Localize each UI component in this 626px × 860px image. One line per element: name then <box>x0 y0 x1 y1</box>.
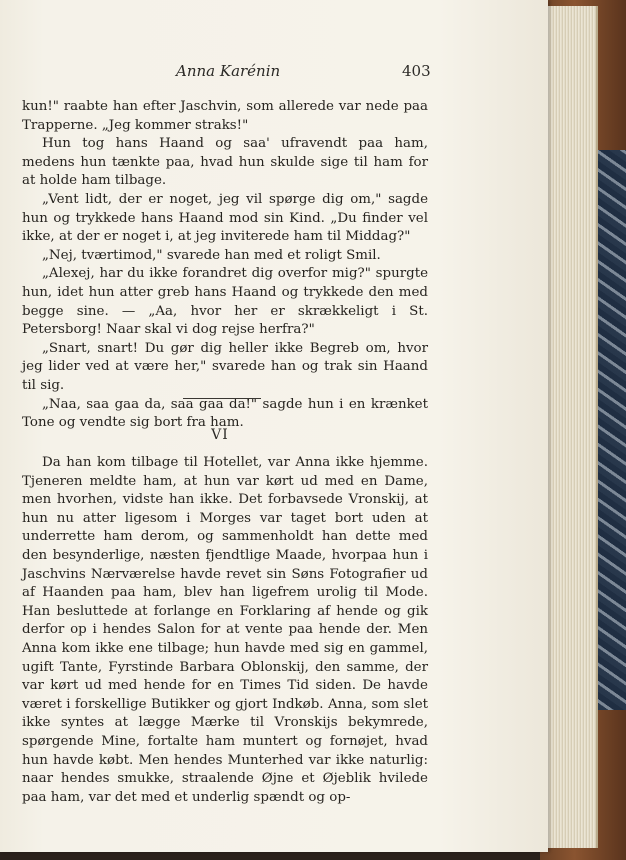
page-fore-edge <box>540 6 598 848</box>
text-block-before-break <box>22 98 428 433</box>
section-divider-rule <box>183 398 261 399</box>
running-title: Anna Karénin <box>176 62 281 80</box>
paragraph: „Vent lidt, der er noget, jeg vil spørge dig om," sagde hun og trykkede hans Haand mod sin Kind. „Du finder vel ikke, at der er noget i, at jeg inviterede ham til Middag?" <box>22 191 428 245</box>
running-header <box>0 60 548 84</box>
paragraph: „Naa, saa gaa da, saa gaa da!" sagde hun i en krænket Tone og vendte sig bort fra ham. <box>22 396 428 431</box>
text-block-after-break <box>22 454 428 807</box>
page-number: 403 <box>402 62 431 80</box>
chapter-heading: VI <box>211 427 229 443</box>
paragraph: kun!" raabte han efter Jaschvin, som allerede var nede paa Trapperne. „Jeg kommer straks!" <box>22 99 428 133</box>
paragraph: Hun tog hans Haand og saa' ufravendt paa ham, medens hun tænkte paa, hvad hun skulde sige til ham for at holde ham tilbage. <box>22 136 428 189</box>
paragraph: „Snart, snart! Du gør dig heller ikke Begreb om, hvor jeg lider ved at være her," svarede han og trak sin Haand til sig. <box>22 340 428 393</box>
paragraph: „Nej, tværtimod," svarede han med et roligt Smil. <box>42 247 381 263</box>
paragraph: „Alexej, har du ikke forandret dig overfor mig?" spurgte hun, idet hun atter greb hans Haand og trykkede den med begge sine. — „Aa, hvor her er skrækkeligt i St. Petersborg! Naar skal vi dog rejse herfra?" <box>22 266 428 338</box>
paragraph: Da han kom tilbage til Hotellet, var Anna ikke hjemme. Tjeneren meldte ham, at hun var kørt ud med en Dame, men hvorhen, vidste han ikke. Det forbavsede Vronskij, at hun nu atter ligesom i Morges var taget bort uden at underrette ham derom, og sammenholdt han dette med den besynderlige, næsten fjendtlige Maade, hvorpaa hun i Jaschvins Nærværelse havde revet sin Søns Fotografier ud af Haanden paa ham, blev han ligefrem urolig til Mode. Han besluttede at forlange en Forklaring af hende og gik derfor op i hendes Salon for at vente paa hende der. Men Anna kom ikke ene tilbage; hun havde med sig en gammel, ugift Tante, Fyrstinde Barbara Oblonskij, den samme, der var kørt ud med hende for en Times Tid siden. De havde været i forskellige Butikker og gjort Indkøb. Anna, som slet ikke syntes at lægge Mærke til Vronskijs bekymrede, spørgende Mine, fortalte ham muntert og fornøjet, hvad hun havde købt. Men hendes Munterhed var ikke naturlig: naar hendes smukke, straalende Øjne et Øjeblik hvilede paa ham, var det med et underlig spændt og op- <box>22 455 428 805</box>
marbled-endpaper <box>596 150 626 710</box>
